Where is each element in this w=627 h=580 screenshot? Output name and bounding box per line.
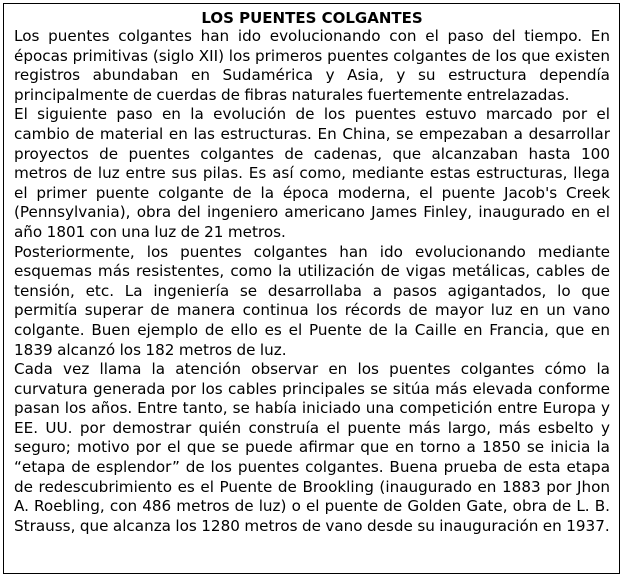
paragraph-chains: El siguiente paso en la evolución de los puentes estuvo marcado por el cambio de material en las estructuras. En China, se empezaban a desarrollar proyectos de puentes colgantes de cadenas, que alcanzaban hasta 100 metros de luz entre sus pilas. Es así como, mediante estas estructuras, llega el primer puente colgante de la época moderna, el puente Jacob's Creek (Pennsylvania), obra del ingeniero americano James Finley, inaugurado en el año 1801 con una luz de 21 metros. — [14, 105, 610, 241]
paragraph-evolution: Posteriormente, los puentes colgantes han ido evolucionando mediante esquemas más resistentes, como la utilización de vigas metálicas, cables de tensión, etc. La ingeniería se desarrollaba a pasos agigantados, lo que permitía superar de manera continua los récords de mayor luz en un vano colgante. Buen ejemplo de ello es el Puente de la Caille en Francia, que en 1839 alcanzó los 182 metros de luz. — [14, 242, 610, 359]
paragraph-origins: Los puentes colgantes han ido evolucionando con el paso del tiempo. En épocas primitivas (siglo XII) los primeros puentes colgantes de los que existen registros abundaban en Sudamérica y Asia, y su estructura dependía principalmente de cuerdas de fibras naturales fuertemente entrelazadas. — [14, 27, 610, 104]
document-frame — [3, 3, 620, 574]
document-title: LOS PUENTES COLGANTES — [201, 9, 423, 27]
paragraph-splendor: Cada vez llama la atención observar en los puentes colgantes cómo la curvatura generada por los cables principales se sitúa más elevada conforme pasan los años. Entre tanto, se había iniciado una competición entre Europa y EE. UU. por demostrar quién construía el puente más largo, más esbelto y seguro; motivo por el que se puede afirmar que en torno a 1850 se inicia la “etapa de esplendor” de los puentes colgantes. Buena prueba de esta etapa de redescubrimiento es el Puente de Brookling (inaugurado en 1883 por Jhon A. Roebling, con 486 metros de luz) o el puente de Golden Gate, obra de L. B. Strauss, que alcanza los 1280 metros de vano desde su inauguración en 1937. — [14, 360, 610, 535]
